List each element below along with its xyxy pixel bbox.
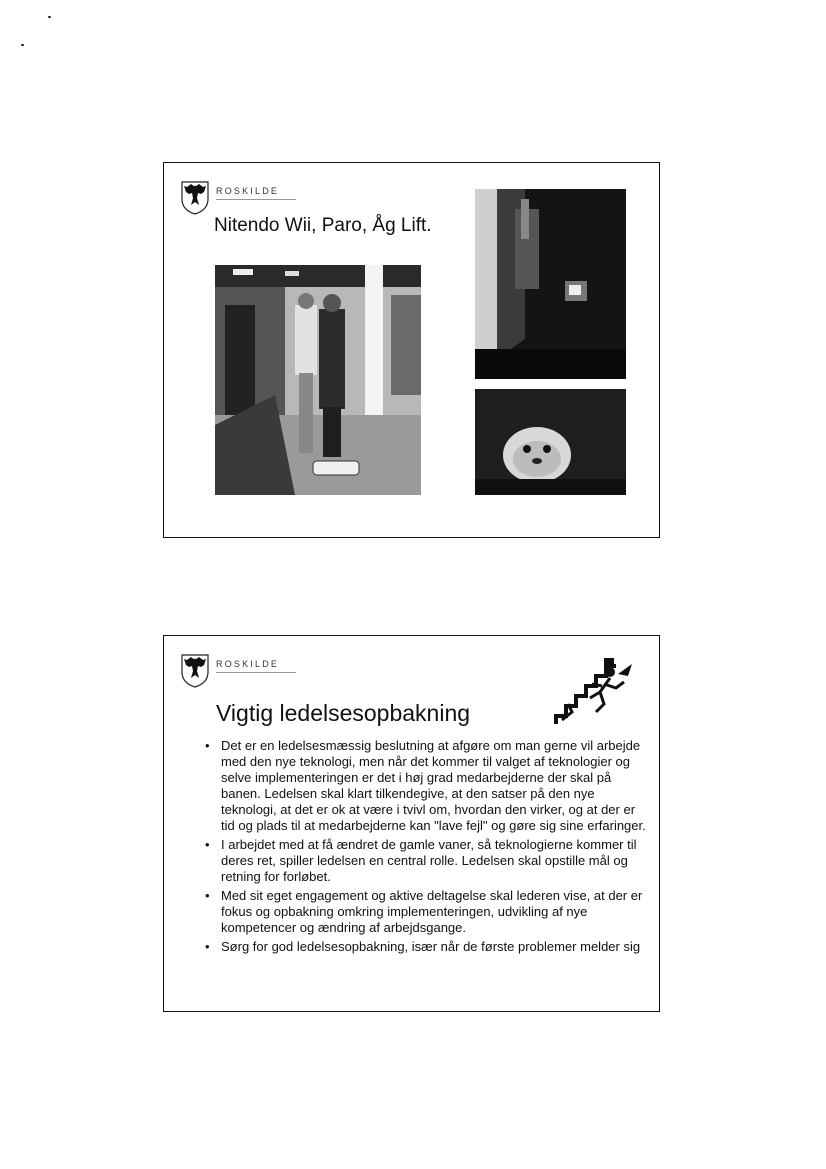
- paro-seal-photo: [475, 389, 626, 495]
- logo-text: ROSKILDE: [216, 186, 280, 196]
- slide-2: [163, 635, 660, 1012]
- slide-title: Nitendo Wii, Paro, Åg Lift.: [214, 215, 432, 236]
- logo-rule: [216, 199, 296, 200]
- stair-climber-icon: [552, 654, 636, 726]
- slide-1: [163, 162, 660, 538]
- bullet-item: • I arbejdet med at få ændret de gamle vaner, så teknologierne kommer til deres ret, spiller ledelsen en central rolle. Ledelsen skal opstille mål og retning for forløbet.: [209, 837, 649, 885]
- coat-of-arms-icon: [180, 652, 210, 688]
- bullet-item: • Det er en ledelsesmæssig beslutning at afgøre om man gerne vil arbejde med den nye teknologi, men når det kommer til valget af teknologier og selve implementeringen er det i høj grad medarbejderne der skal på banen. Ledelsen skal klart tilkendegive, at den satser på den nye teknologi, at det er ok at være i tvivl om, hvordan den virker, og at der er tid og plads til at medarbejderne kan "lave fejl" og gøre sig sine erfaringer.: [209, 738, 649, 834]
- tv-room-photo: [475, 189, 626, 379]
- roskilde-logo: [180, 652, 300, 690]
- bullet-list: [209, 738, 649, 958]
- logo-rule: [216, 672, 296, 673]
- scan-speck: [21, 44, 24, 46]
- coat-of-arms-icon: [180, 179, 210, 215]
- bullet-item: • Sørg for god ledelsesopbakning, især når de første problemer melder sig: [209, 939, 649, 955]
- slide-title: Vigtig ledelsesopbakning: [216, 700, 471, 726]
- scan-speck: [48, 16, 51, 18]
- wii-corridor-photo: [215, 265, 421, 495]
- bullet-item: • Med sit eget engagement og aktive deltagelse skal lederen vise, at der er fokus og opbakning omkring implementeringen, udvikling af nye kompetencer og ændring af arbejdsgange.: [209, 888, 649, 936]
- logo-text: ROSKILDE: [216, 659, 280, 669]
- roskilde-logo: [180, 179, 300, 217]
